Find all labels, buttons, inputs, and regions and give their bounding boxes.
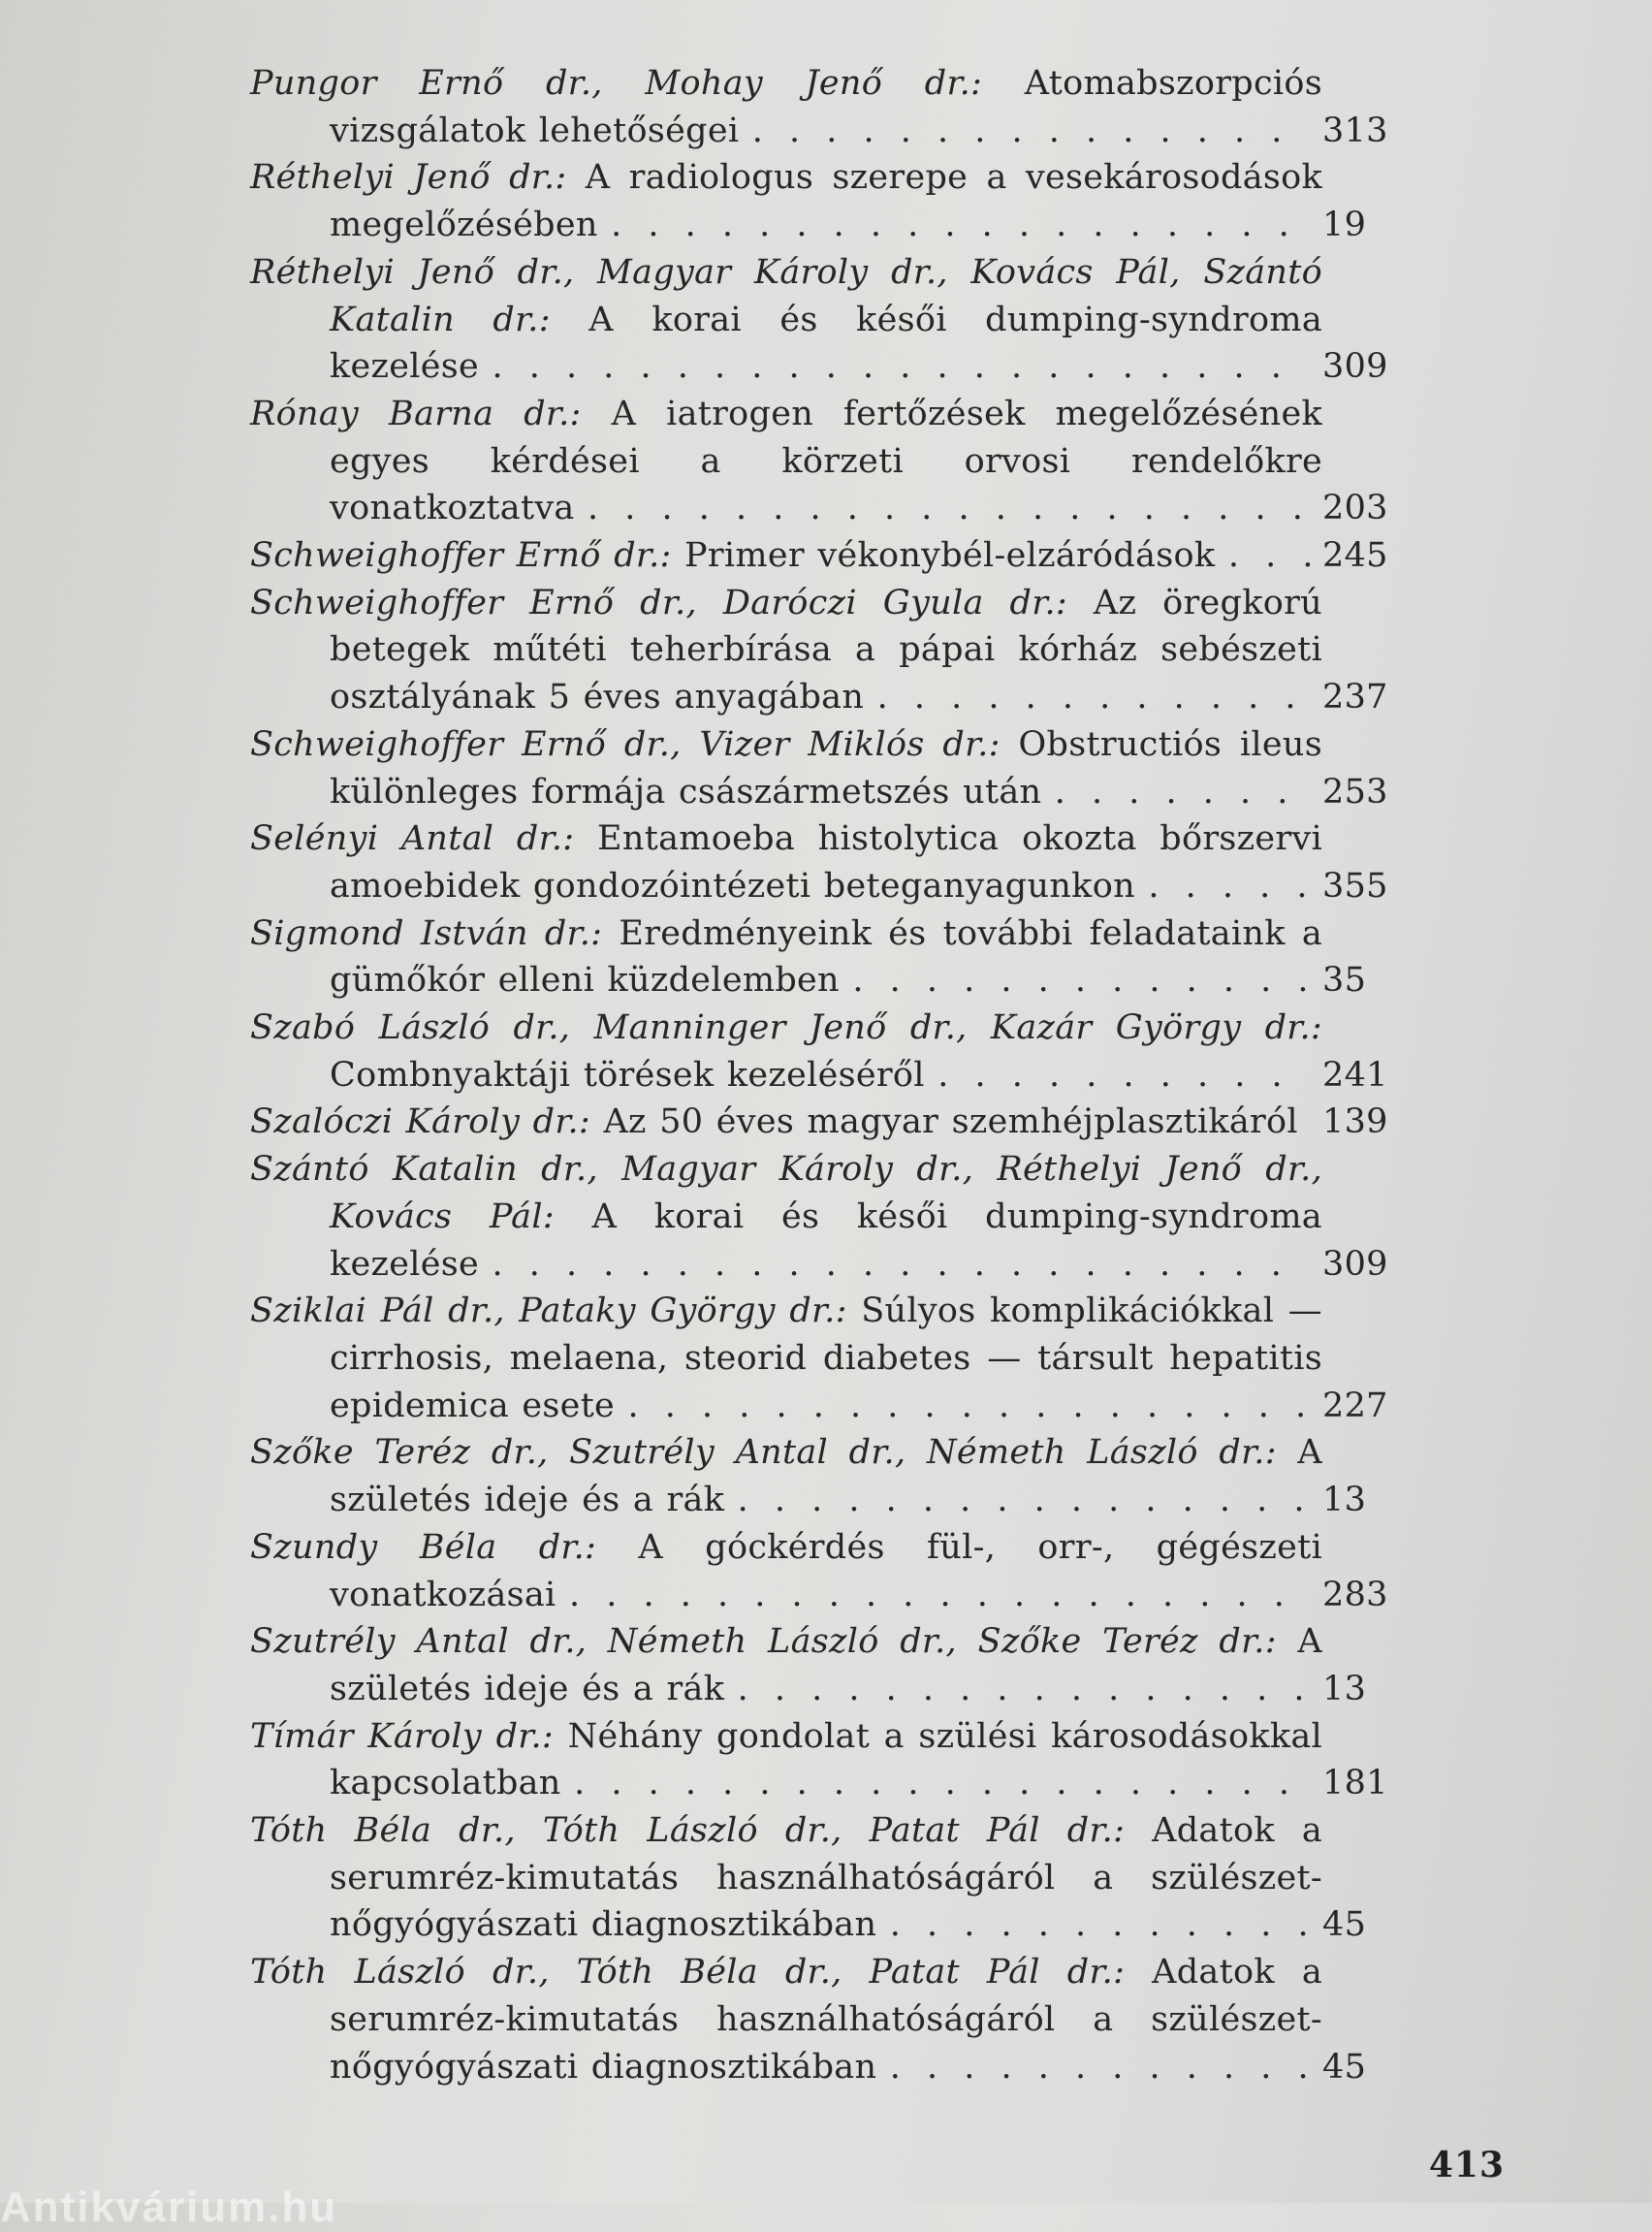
dot-leader: . . . . . . . . . . — [937, 1055, 1289, 1095]
entry-page-number: 203 — [1322, 489, 1388, 528]
entry-authors: Schweighoffer Ernő dr., Vizer Miklós dr.: — [250, 724, 1001, 764]
entry-page-number: 13 — [1322, 1669, 1367, 1708]
entry-authors: Selényi Antal dr.: — [250, 819, 575, 859]
entry-authors: Tímár Károly dr.: — [250, 1716, 554, 1756]
dot-leader: . . . . . . . . . . . . . . . . — [737, 1481, 1312, 1520]
entry-authors: Tóth László dr., Tóth Béla dr., Patat Pál dr.: — [250, 1953, 1126, 1993]
index-entry — [250, 154, 1404, 248]
dot-leader: . . . . . . . . . . . . . . . . . . . . — [574, 1764, 1296, 1803]
author-index — [250, 60, 1404, 2090]
entry-authors: Réthelyi Jenő dr.: — [250, 158, 567, 198]
entry-title: Az 50 éves magyar szemhéjplasztikáról — [603, 1102, 1298, 1142]
entry-title: Obstructiós ileus különleges formája császármetszés után — [330, 724, 1322, 812]
index-entry — [250, 1949, 1404, 2090]
index-entry — [250, 1288, 1404, 1429]
entry-page-number: 181 — [1322, 1764, 1388, 1803]
dot-leader: . . . . . . . . . . . . . . . . . . . . — [588, 489, 1310, 528]
index-entry — [250, 1713, 1404, 1807]
entry-title: Adatok a serumréz-kimutatás használhatóságáról a szülészet-nőgyógyászati diagnosztikában — [330, 1811, 1322, 1945]
dot-leader: . . . — [1227, 536, 1320, 576]
entry-page-number: 227 — [1322, 1386, 1388, 1425]
entry-title: Combnyaktáji törések kezeléséről — [330, 1055, 925, 1095]
entry-page-number: 139 — [1322, 1102, 1388, 1142]
index-entry — [250, 1807, 1404, 1949]
index-entry — [250, 1429, 1404, 1523]
index-entry — [250, 910, 1404, 1004]
entry-page-number: 253 — [1322, 772, 1388, 812]
dot-leader: . . . . . . . . . . . . . . . . — [737, 1669, 1312, 1708]
entry-page-number: 313 — [1322, 111, 1388, 150]
entry-title: Entamoeba histolytica okozta bőrszervi amoebidek gondozóintézeti beteganyagunkon — [330, 819, 1322, 906]
dot-leader: . . . . . . . . . . . . . . . . . . . . — [568, 1575, 1291, 1614]
entry-page-number: 355 — [1322, 866, 1388, 906]
index-entry — [250, 1524, 1404, 1618]
index-entry — [250, 1099, 1404, 1146]
index-entry — [250, 815, 1404, 909]
dot-leader: . . . . . . . . . . . . . . . — [751, 111, 1289, 150]
entry-page-number: 241 — [1322, 1055, 1388, 1095]
entry-title: A korai és késői dumping-syndroma kezelése — [330, 1196, 1322, 1284]
dot-leader: . . . . . . . . . . . . . . . . . . . . . . — [492, 1244, 1288, 1284]
entry-authors: Pungor Ernő dr., Mohay Jenő dr.: — [250, 64, 983, 103]
entry-authors: Szundy Béla dr.: — [250, 1527, 597, 1567]
dot-leader: . . . . . . . . . . . . — [889, 1905, 1316, 1945]
index-entry — [250, 60, 1404, 154]
entry-title: A korai és késői dumping-syndroma kezelése — [330, 300, 1322, 387]
entry-title: A iatrogen fertőzések megelőzésének egyes kérdései a körzeti orvosi rendelőkre vonatkoztatva — [330, 394, 1323, 528]
entry-authors: Tóth Béla dr., Tóth László dr., Patat Pál dr.: — [250, 1811, 1126, 1851]
entry-authors: Rónay Barna dr.: — [250, 394, 582, 433]
dot-leader: . . . . . — [1148, 866, 1315, 906]
dot-leader: . . . . . . . . . . . . . . . . . . . . . . — [492, 347, 1288, 387]
entry-title: Atomabszorpciós vizsgálatok lehetőségei — [330, 64, 1322, 150]
entry-page-number: 309 — [1322, 1244, 1388, 1284]
dot-leader: . . . . . . . . . . . . — [889, 2047, 1316, 2087]
entry-authors: Schweighoffer Ernő dr., Daróczi Gyula dr.: — [250, 583, 1067, 622]
index-entry — [250, 1004, 1404, 1099]
entry-title: Súlyos komplikációkkal — cirrhosis, melaena, steorid diabetes — társult hepatitis epidemica esete — [330, 1291, 1322, 1425]
entry-title: Eredményeink és további feladataink a gümőkór elleni küzdelemben — [330, 913, 1322, 1001]
index-entry — [250, 532, 1404, 580]
dot-leader: . . . . . . . . . . . . . — [852, 961, 1316, 1001]
entry-page-number: 19 — [1322, 206, 1367, 245]
entry-page-number: 309 — [1322, 347, 1388, 387]
entry-page-number: 45 — [1322, 2047, 1367, 2087]
entry-page-number: 283 — [1322, 1575, 1388, 1614]
index-entry — [250, 721, 1404, 815]
index-entry — [250, 391, 1404, 532]
dot-leader: . . . . . . . . . . . . — [876, 678, 1303, 717]
index-entry — [250, 249, 1404, 391]
entry-authors: Szabó László dr., Manninger Jenő dr., Kazár György dr.: — [250, 1008, 1322, 1048]
index-entry — [250, 1618, 1404, 1712]
entry-authors: Réthelyi Jenő dr., Magyar Károly dr., Kovács Pál, Szántó Katalin dr.: — [250, 252, 1322, 339]
entry-title: Néhány gondolat a szülési károsodásokkal kapcsolatban — [330, 1716, 1322, 1803]
entry-page-number: 45 — [1322, 1905, 1367, 1945]
entry-page-number: 35 — [1322, 961, 1367, 1001]
entry-authors: Schweighoffer Ernő dr.: — [250, 536, 672, 576]
entry-authors: Szőke Teréz dr., Szutrély Antal dr., Németh László dr.: — [250, 1433, 1277, 1473]
entry-authors: Szántó Katalin dr., Magyar Károly dr., Réthelyi Jenő dr., Kovács Pál: — [250, 1150, 1322, 1236]
dot-leader: . . . . . . . . . . . . . . . . . . . — [627, 1386, 1314, 1425]
entry-authors: Sziklai Pál dr., Pataky György dr.: — [250, 1291, 847, 1331]
entry-page-number: 13 — [1322, 1481, 1367, 1520]
dot-leader: . . . . . . . — [1054, 772, 1295, 812]
index-entry — [250, 580, 1404, 721]
watermark: Antikvárium.hu — [0, 2184, 338, 2231]
entry-title: A születés ideje és a rák — [330, 1622, 1322, 1708]
entry-page-number: 245 — [1322, 536, 1388, 576]
entry-page-number: 237 — [1322, 678, 1388, 717]
entry-title: A góckérdés fül-, orr-, gégészeti vonatkozásai — [330, 1527, 1322, 1614]
dot-leader: . . . . . . . . . . . . . . . . . . . — [611, 206, 1296, 245]
entry-authors: Szutrély Antal dr., Németh László dr., Szőke Teréz dr.: — [250, 1622, 1277, 1662]
entry-title: A radiologus szerepe a vesekárosodások megelőzésében — [330, 158, 1322, 245]
index-entry — [250, 1146, 1404, 1288]
entry-authors: Szalóczi Károly dr.: — [250, 1102, 591, 1142]
entry-title: Adatok a serumréz-kimutatás használhatóságáról a szülészet-nőgyógyászati diagnosztikában — [330, 1953, 1322, 2087]
page-number: 413 — [1428, 2145, 1505, 2185]
entry-title: A születés ideje és a rák — [330, 1433, 1322, 1520]
entry-title: Primer vékonybél-elzáródások — [684, 536, 1216, 576]
entry-title: Az öregkorú betegek műtéti teherbírása a pápai kórház sebészeti osztályának 5 éves anyagában — [330, 583, 1322, 717]
entry-authors: Sigmond István dr.: — [250, 913, 603, 953]
